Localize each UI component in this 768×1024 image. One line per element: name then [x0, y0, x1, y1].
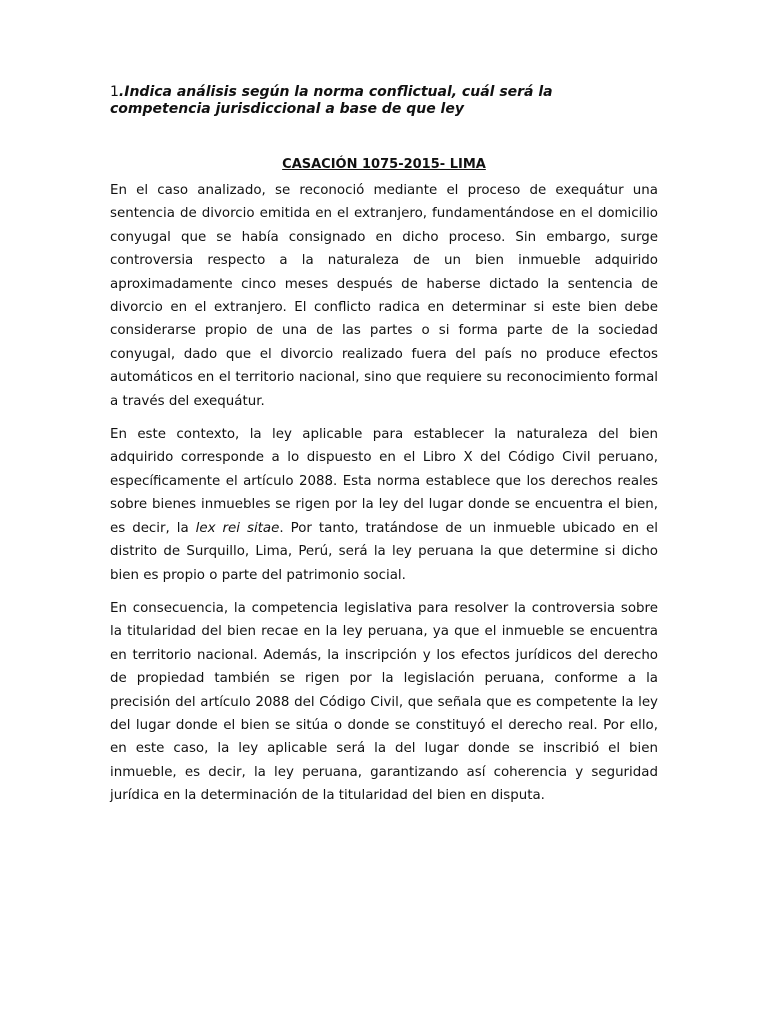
latin-term: lex rei sitae	[195, 520, 280, 536]
question-number: 1	[110, 84, 119, 100]
paragraph-3: En consecuencia, la competencia legislativa para resolver la controversia sobre la titularidad del bien recae en la ley peruana, ya que el inmueble se encuentra en territorio nacional. Además, la inscripción y los efectos jurídicos del derecho de propiedad también se rigen por la legislación peruana, conforme a la precisión del artículo 2088 del Código Civil, que señala que es competente la ley del lugar donde el bien se sitúa o donde se constituyó el derecho real. Por ello, en este caso, la ley aplicable será la del lugar donde se inscribió el bien inmueble, es decir, la ley peruana, garantizando así coherencia y seguridad jurídica en la determinación de la titularidad del bien en disputa.	[110, 600, 658, 804]
paragraph-1: En el caso analizado, se reconoció mediante el proceso de exequátur una sentencia de divorcio emitida en el extranjero, fundamentándose en el domicilio conyugal que se había consignado en dicho proceso. Sin embargo, surge controversia respecto a la naturaleza de un bien inmueble adquirido aproximadamente cinco meses después de haberse dictado la sentencia de divorcio en el extranjero. El conflicto radica en determinar si este bien debe considerarse propio de una de las partes o si forma parte de la sociedad conyugal, dado que el divorcio realizado fuera del país no produce efectos automáticos en el territorio nacional, sino que requiere su reconocimiento formal a través del exequátur.	[110, 183, 658, 409]
paragraph-2	[110, 423, 658, 587]
paragraph-2-before: En este contexto, la ley aplicable para establecer la naturaleza del bien adquirido corresponde a lo dispuesto en el Libro X del Código Civil peruano, específicamente el artículo 2088. Esta norma establece que los derechos reales sobre bienes inmuebles se rigen por la ley del lugar donde se encuentra el bien, es decir, la	[110, 427, 658, 536]
paragraph-2-after: . Por tanto, tratándose de un inmueble ubicado en el distrito de Surquillo, Lima, Perú, será la ley peruana la que determine si dicho bien es propio o parte del patrimonio social.	[110, 520, 658, 583]
question-text: .Indica análisis según la norma conflictual, cuál será la competencia jurisdiccional a base de que ley	[110, 84, 553, 117]
case-title: CASACIÓN 1075-2015- LIMA	[282, 157, 486, 172]
question-heading	[110, 84, 658, 118]
